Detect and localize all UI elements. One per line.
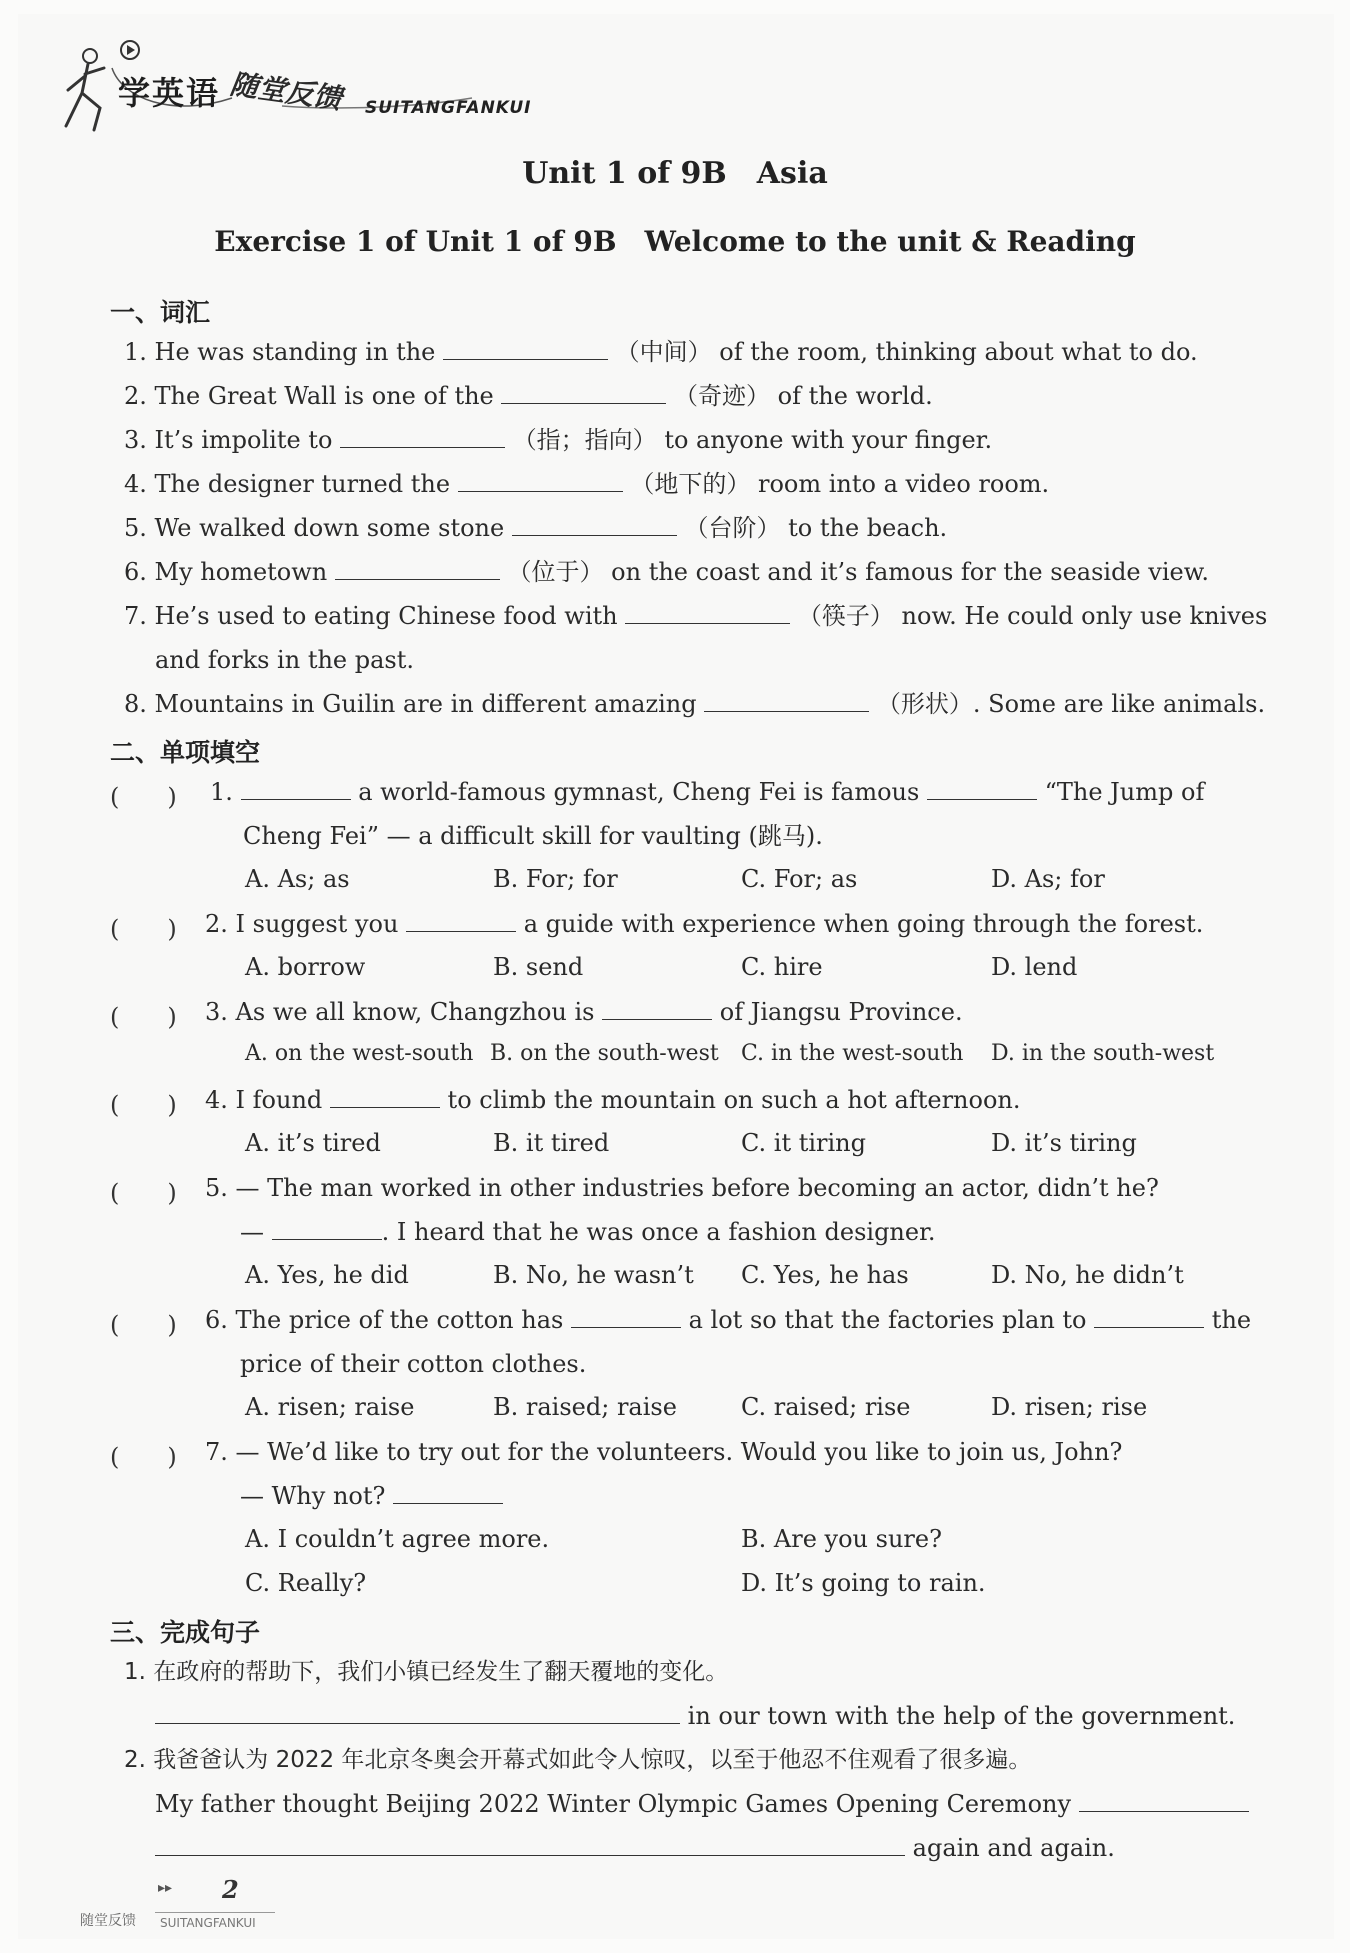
- question-5-line2: [240, 1217, 936, 1247]
- worksheet-page: [18, 14, 1334, 1939]
- answer-blank[interactable]: [155, 1701, 680, 1724]
- item-text: 3. It’s impolite to: [124, 426, 333, 454]
- question-4: [205, 1085, 1021, 1115]
- option-a[interactable]: A. As; as: [245, 865, 350, 893]
- answer-blank[interactable]: [458, 469, 623, 492]
- question-5: [205, 1173, 1159, 1203]
- option-a[interactable]: A. borrow: [245, 953, 366, 981]
- vocab-item: [124, 381, 933, 411]
- question-1-line2: Cheng Fei” — a difficult skill for vaulting (跳马).: [243, 822, 823, 850]
- question-text: . I heard that he was once a fashion designer.: [381, 1218, 936, 1246]
- answer-blank[interactable]: [927, 777, 1037, 800]
- question-number: 4.: [205, 1086, 228, 1114]
- answer-bracket[interactable]: ( ): [110, 1179, 177, 1207]
- answer-blank[interactable]: [1094, 1305, 1204, 1328]
- answer-blank[interactable]: [602, 997, 712, 1020]
- arrow-icon: ▸▸: [158, 1880, 173, 1896]
- option-a[interactable]: A. risen; raise: [245, 1393, 415, 1421]
- sentence-2-english: [155, 1789, 1249, 1819]
- option-d[interactable]: D. lend: [991, 953, 1078, 981]
- item-text: to anyone with your finger.: [664, 426, 993, 454]
- answer-blank[interactable]: [501, 381, 666, 404]
- option-d[interactable]: D. in the south-west: [991, 1041, 1215, 1066]
- vocab-item: [124, 469, 1049, 499]
- option-c[interactable]: C. Yes, he has: [741, 1261, 909, 1289]
- answer-blank[interactable]: [330, 1085, 440, 1108]
- item-text: 1. He was standing in the: [124, 338, 436, 366]
- sentence-2-chinese: 2. 我爸爸认为 2022 年北京冬奥会开幕式如此令人惊叹，以至于他忍不住观看了很多遍。: [124, 1747, 1032, 1773]
- sentence-2-english-cont: [155, 1833, 1115, 1863]
- option-a[interactable]: A. on the west-south: [245, 1041, 474, 1066]
- item-text: 8. Mountains in Guilin are in different amazing: [124, 690, 697, 718]
- sentence-text: again and again.: [912, 1834, 1115, 1862]
- vocab-item: [124, 557, 1209, 587]
- brand-latin: SUITANGFANKUI: [365, 98, 532, 118]
- item-text: 5. We walked down some stone: [124, 514, 505, 542]
- option-c[interactable]: C. in the west-south: [741, 1041, 964, 1066]
- option-c[interactable]: C. For; as: [741, 865, 858, 893]
- hint: （形状）: [876, 690, 973, 718]
- item-text: 2. The Great Wall is one of the: [124, 382, 494, 410]
- option-d[interactable]: D. it’s tiring: [991, 1129, 1137, 1157]
- answer-blank[interactable]: [393, 1481, 503, 1504]
- question-number: 2.: [205, 910, 228, 938]
- answer-blank[interactable]: [1079, 1789, 1249, 1812]
- section-heading-vocabulary: 一、词汇: [110, 298, 211, 327]
- brand-subtitle: 随堂反馈: [228, 67, 344, 116]
- option-a[interactable]: A. I couldn’t agree more.: [245, 1525, 550, 1553]
- option-d[interactable]: D. risen; rise: [991, 1393, 1148, 1421]
- answer-blank[interactable]: [571, 1305, 681, 1328]
- question-text: I suggest you: [235, 910, 399, 938]
- section-heading-multiple-choice: 二、单项填空: [110, 738, 261, 767]
- answer-bracket[interactable]: ( ): [110, 1443, 177, 1471]
- sentence-1-english: [155, 1701, 1235, 1731]
- question-text: — The man worked in other industries before becoming an actor, didn’t he?: [235, 1174, 1159, 1202]
- question-text: — Why not?: [240, 1482, 386, 1510]
- item-text: 6. My hometown: [124, 558, 328, 586]
- item-text: on the coast and it’s famous for the seaside view.: [611, 558, 1210, 586]
- section-heading-complete-sentences: 三、完成句子: [110, 1618, 261, 1647]
- answer-bracket[interactable]: ( ): [110, 783, 177, 811]
- item-text: 4. The designer turned the: [124, 470, 451, 498]
- item-text: room into a video room.: [757, 470, 1050, 498]
- exercise-title: Exercise 1 of Unit 1 of 9B Welcome to the unit & Reading: [214, 225, 1136, 258]
- vocab-item: [124, 337, 1198, 367]
- question-number: 7.: [205, 1438, 228, 1466]
- answer-bracket[interactable]: ( ): [110, 1003, 177, 1031]
- question-2: [205, 909, 1203, 939]
- option-c[interactable]: C. raised; rise: [741, 1393, 911, 1421]
- vocab-item: [124, 601, 1267, 631]
- question-text: a guide with experience when going through the forest.: [523, 910, 1204, 938]
- item-text: of the world.: [777, 382, 933, 410]
- hint: （地下的）: [630, 470, 751, 498]
- question-7-line2: [240, 1481, 503, 1511]
- item-text: of the room, thinking about what to do.: [719, 338, 1198, 366]
- vocab-item: [124, 513, 947, 543]
- page-number: 2: [222, 1875, 239, 1904]
- question-text: of Jiangsu Province.: [719, 998, 963, 1026]
- option-a[interactable]: A. Yes, he did: [245, 1261, 409, 1289]
- answer-blank[interactable]: [155, 1833, 905, 1856]
- option-b[interactable]: B. For; for: [493, 865, 618, 893]
- question-text: to climb the mountain on such a hot afternoon.: [447, 1086, 1021, 1114]
- answer-blank[interactable]: [625, 601, 790, 624]
- answer-blank[interactable]: [272, 1217, 382, 1240]
- question-text: The price of the cotton has: [235, 1306, 564, 1334]
- option-b[interactable]: B. send: [493, 953, 584, 981]
- sentence-text: in our town with the help of the government.: [687, 1702, 1236, 1730]
- question-6: [205, 1305, 1251, 1335]
- option-c[interactable]: C. hire: [741, 953, 823, 981]
- question-text: — We’d like to try out for the volunteers. Would you like to join us, John?: [235, 1438, 1123, 1466]
- option-d[interactable]: D. As; for: [991, 865, 1105, 893]
- hint: （位于）: [507, 558, 604, 586]
- option-c[interactable]: C. it tiring: [741, 1129, 867, 1157]
- footer-divider: [155, 1912, 275, 1913]
- option-b[interactable]: B. on the south-west: [490, 1041, 719, 1066]
- option-c[interactable]: C. Really?: [245, 1569, 367, 1597]
- option-a[interactable]: A. it’s tired: [245, 1129, 381, 1157]
- hint: （奇迹）: [674, 382, 771, 410]
- answer-bracket[interactable]: ( ): [110, 1311, 177, 1339]
- hint: （台阶）: [684, 514, 781, 542]
- answer-blank[interactable]: [335, 557, 500, 580]
- sentence-1-chinese: 1. 在政府的帮助下，我们小镇已经发生了翻天覆地的变化。: [124, 1659, 729, 1685]
- hint: （中间）: [615, 338, 712, 366]
- option-d[interactable]: D. It’s going to rain.: [741, 1569, 986, 1597]
- vocab-item: [124, 689, 1265, 719]
- answer-blank[interactable]: [241, 777, 351, 800]
- sentence-text: My father thought Beijing 2022 Winter Olympic Games Opening Ceremony: [155, 1790, 1072, 1818]
- answer-blank[interactable]: [512, 513, 677, 536]
- option-b[interactable]: B. raised; raise: [493, 1393, 677, 1421]
- unit-title: Unit 1 of 9B Asia: [522, 156, 828, 191]
- hint: （筷子）: [797, 602, 894, 630]
- question-text: a lot so that the factories plan to: [688, 1306, 1087, 1334]
- item-text: to the beach.: [788, 514, 948, 542]
- question-text: As we all know, Changzhou is: [235, 998, 595, 1026]
- item-text: now. He could only use knives: [901, 602, 1268, 630]
- answer-blank[interactable]: [340, 425, 505, 448]
- question-text: I found: [235, 1086, 323, 1114]
- question-text: the: [1211, 1306, 1252, 1334]
- answer-bracket[interactable]: ( ): [110, 915, 177, 943]
- item-text: . Some are like animals.: [972, 690, 1266, 718]
- question-text: a world-famous gymnast, Cheng Fei is famous: [358, 778, 920, 806]
- question-3: [205, 997, 963, 1027]
- hint: （指；指向）: [512, 426, 657, 454]
- item-text: 7. He’s used to eating Chinese food with: [124, 602, 618, 630]
- question-7: [205, 1437, 1122, 1467]
- option-b[interactable]: B. No, he wasn’t: [493, 1261, 694, 1289]
- option-b[interactable]: B. it tired: [493, 1129, 610, 1157]
- footer-latin: SUITANGFANKUI: [160, 1916, 256, 1930]
- vocab-item-continuation: and forks in the past.: [155, 646, 415, 674]
- question-1: [210, 777, 1204, 807]
- answer-blank[interactable]: [443, 337, 608, 360]
- option-b[interactable]: B. Are you sure?: [741, 1525, 942, 1553]
- question-number: 3.: [205, 998, 228, 1026]
- footer-label: 随堂反馈: [80, 1913, 136, 1929]
- question-number: 6.: [205, 1306, 228, 1334]
- brand-title: 学英语: [118, 74, 221, 112]
- vocab-item: [124, 425, 992, 455]
- answer-bracket[interactable]: ( ): [110, 1091, 177, 1119]
- question-6-line2: price of their cotton clothes.: [240, 1350, 587, 1378]
- answer-blank[interactable]: [406, 909, 516, 932]
- answer-blank[interactable]: [704, 689, 869, 712]
- question-number: 1.: [210, 778, 233, 806]
- question-text: “The Jump of: [1044, 778, 1205, 806]
- dash: —: [240, 1218, 264, 1246]
- option-d[interactable]: D. No, he didn’t: [991, 1261, 1184, 1289]
- question-number: 5.: [205, 1174, 228, 1202]
